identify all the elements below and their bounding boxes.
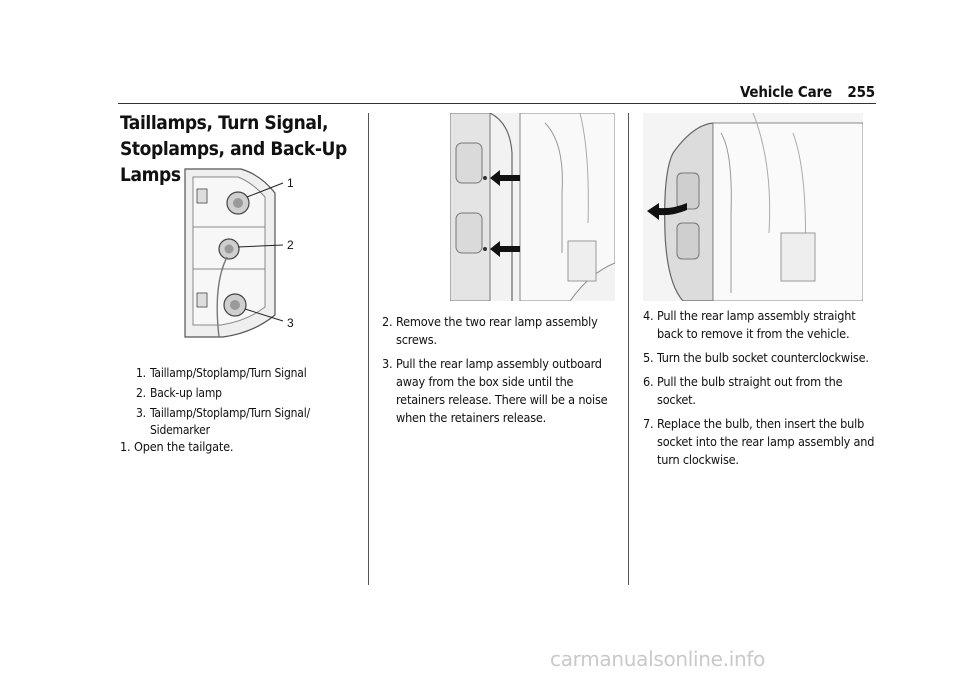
lamp-pull-illustration — [643, 113, 863, 301]
steps-column-3 — [643, 307, 879, 475]
step-item: 2. Remove the two rear lamp assembly screws. — [382, 314, 598, 347]
step-item: 5. Turn the bulb socket counterclockwise. — [643, 350, 869, 365]
taillamp-illustration — [183, 165, 303, 340]
legend-item: 1. Taillamp/Stoplamp/Turn Signal — [136, 366, 307, 380]
taillamp-bulb-figure — [183, 165, 303, 340]
screw-removal-figure — [450, 113, 615, 301]
callout-1: 1 — [287, 176, 294, 190]
lamp-screws-illustration — [450, 113, 615, 301]
legend-item: 3. Taillamp/Stoplamp/Turn Signal/ Sidemarker — [136, 406, 310, 437]
section-title: Taillamps, Turn Signal, Stoplamps, and Back-Up Lamps — [120, 112, 347, 186]
steps-column-1 — [120, 438, 360, 462]
step-item: 7. Replace the bulb, then insert the bulb socket into the rear lamp assembly and turn clockwise. — [643, 416, 875, 467]
callout-2: 2 — [287, 238, 294, 252]
step-item: 3. Pull the rear lamp assembly outboard away from the box side until the retainers release. There will be a noise when the retainers release. — [382, 356, 608, 425]
step-item: 4. Pull the rear lamp assembly straight back to remove it from the vehicle. — [643, 308, 856, 341]
page-number: 255 — [847, 83, 875, 101]
steps-column-2 — [382, 313, 620, 433]
callout-3: 3 — [287, 316, 294, 330]
figure-legend — [136, 365, 346, 442]
lamp-removal-figure — [643, 113, 863, 301]
step-item: 6. Pull the bulb straight out from the socket. — [643, 374, 843, 407]
step-item: 1. Open the tailgate. — [120, 439, 234, 454]
column-divider-1 — [368, 113, 369, 585]
header-section-title: Vehicle Care — [740, 83, 832, 101]
header-rule — [118, 103, 876, 104]
column-divider-2 — [628, 113, 629, 585]
legend-item: 2. Back-up lamp — [136, 386, 222, 400]
watermark-link[interactable]: carmanualsonline.info — [550, 647, 766, 671]
page-header — [740, 83, 875, 105]
